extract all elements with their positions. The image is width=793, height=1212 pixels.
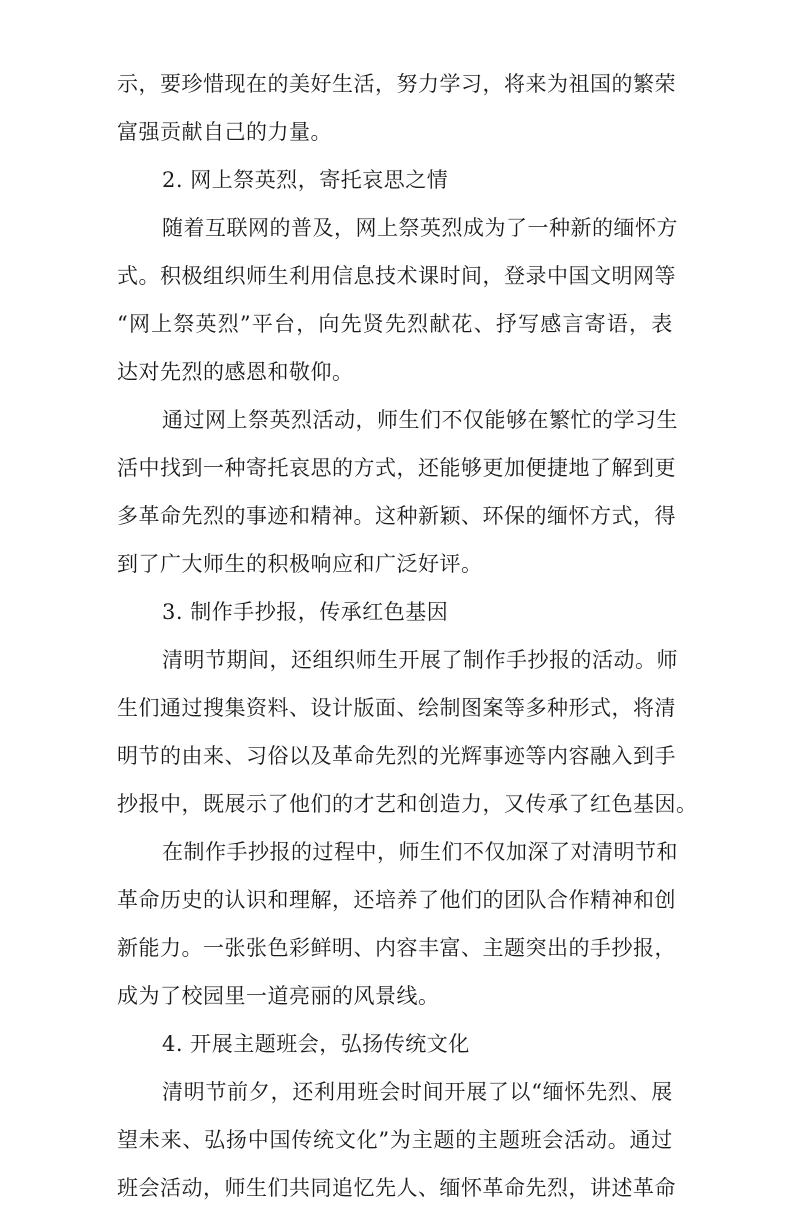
- text-line: “ 网 上 祭 英 烈 ” 平 台 ， 向 先 贤 先 烈 献 花 、 抒 写 感 言 寄 语 ， 表: [117, 312, 673, 336]
- text-line: 多 革 命 先 烈 的 事 迹 和 精 神 。 这 种 新 颖 、 环 保 的 缅 怀 方 式 ， 得: [117, 504, 676, 528]
- text-line: 班 会 活 动 ， 师 生 们 共 同 追 忆 先 人 、 缅 怀 革 命 先 烈 ， 讲 述 革 命: [117, 1176, 676, 1200]
- section-heading: 4. 开展主题班会，弘扬传统文化: [162, 1032, 470, 1056]
- text-line: 达对先烈的感恩和敬仰。: [117, 360, 354, 384]
- text-line: 望 未 来 、 弘 扬 中 国 传 统 文 化 ” 为 主 题 的 主 题 班 会 活 动 。 通 过: [117, 1128, 673, 1152]
- text-line: 抄 报 中 ， 既 展 示 了 他 们 的 才 艺 和 创 造 力 ， 又 传 承 了 红 色 基 因 。: [117, 792, 698, 816]
- text-line: 到了广大师生的积极响应和广泛好评。: [117, 552, 483, 576]
- text-line: 清 明 节 前 夕 ， 还 利 用 班 会 时 间 开 展 了 以 “ 缅 怀 先 烈 、 展: [162, 1080, 673, 1104]
- text-line: 新 能 力 。 一 张 张 色 彩 鲜 明 、 内 容 丰 富 、 主 题 突 出 的 手 抄 报 ，: [117, 936, 676, 960]
- text-line: 在 制 作 手 抄 报 的 过 程 中 ， 师 生 们 不 仅 加 深 了 对 清 明 节 和: [162, 840, 678, 864]
- text-line: 清 明 节 期 间 ， 还 组 织 师 生 开 展 了 制 作 手 抄 报 的 活 动 。 师: [162, 648, 678, 672]
- text-line: 式 。 积 极 组 织 师 生 利 用 信 息 技 术 课 时 间 ， 登 录 中 国 文 明 网 等: [117, 264, 676, 288]
- text-line: 随 着 互 联 网 的 普 及 ， 网 上 祭 英 烈 成 为 了 一 种 新 的 缅 怀 方: [162, 216, 678, 240]
- section-heading: 2. 网上祭英烈，寄托哀思之情: [162, 168, 449, 192]
- text-line: 通 过 网 上 祭 英 烈 活 动 ， 师 生 们 不 仅 能 够 在 繁 忙 的 学 习 生: [162, 408, 678, 432]
- text-line: 成为了校园里一道亮丽的风景线。: [117, 984, 440, 1008]
- section-heading: 3. 制作手抄报，传承红色基因: [162, 600, 449, 624]
- document-page: [117, 60, 698, 1212]
- text-line: 富强贡献自己的力量。: [117, 120, 332, 144]
- text-line: 明 节 的 由 来 、 习 俗 以 及 革 命 先 烈 的 光 辉 事 迹 等 内 容 融 入 到 手: [117, 744, 676, 768]
- text-line: 示 ， 要 珍 惜 现 在 的 美 好 生 活 ， 努 力 学 习 ， 将 来 为 祖 国 的 繁 荣: [117, 72, 676, 96]
- text-line: 革 命 历 史 的 认 识 和 理 解 ， 还 培 养 了 他 们 的 团 队 合 作 精 神 和 创: [117, 888, 676, 912]
- text-line: 生 们 通 过 搜 集 资 料 、 设 计 版 面 、 绘 制 图 案 等 多 种 形 式 ， 将 清: [117, 696, 676, 720]
- text-line: 活 中 找 到 一 种 寄 托 哀 思 的 方 式 ， 还 能 够 更 加 便 捷 地 了 解 到 更: [117, 456, 676, 480]
